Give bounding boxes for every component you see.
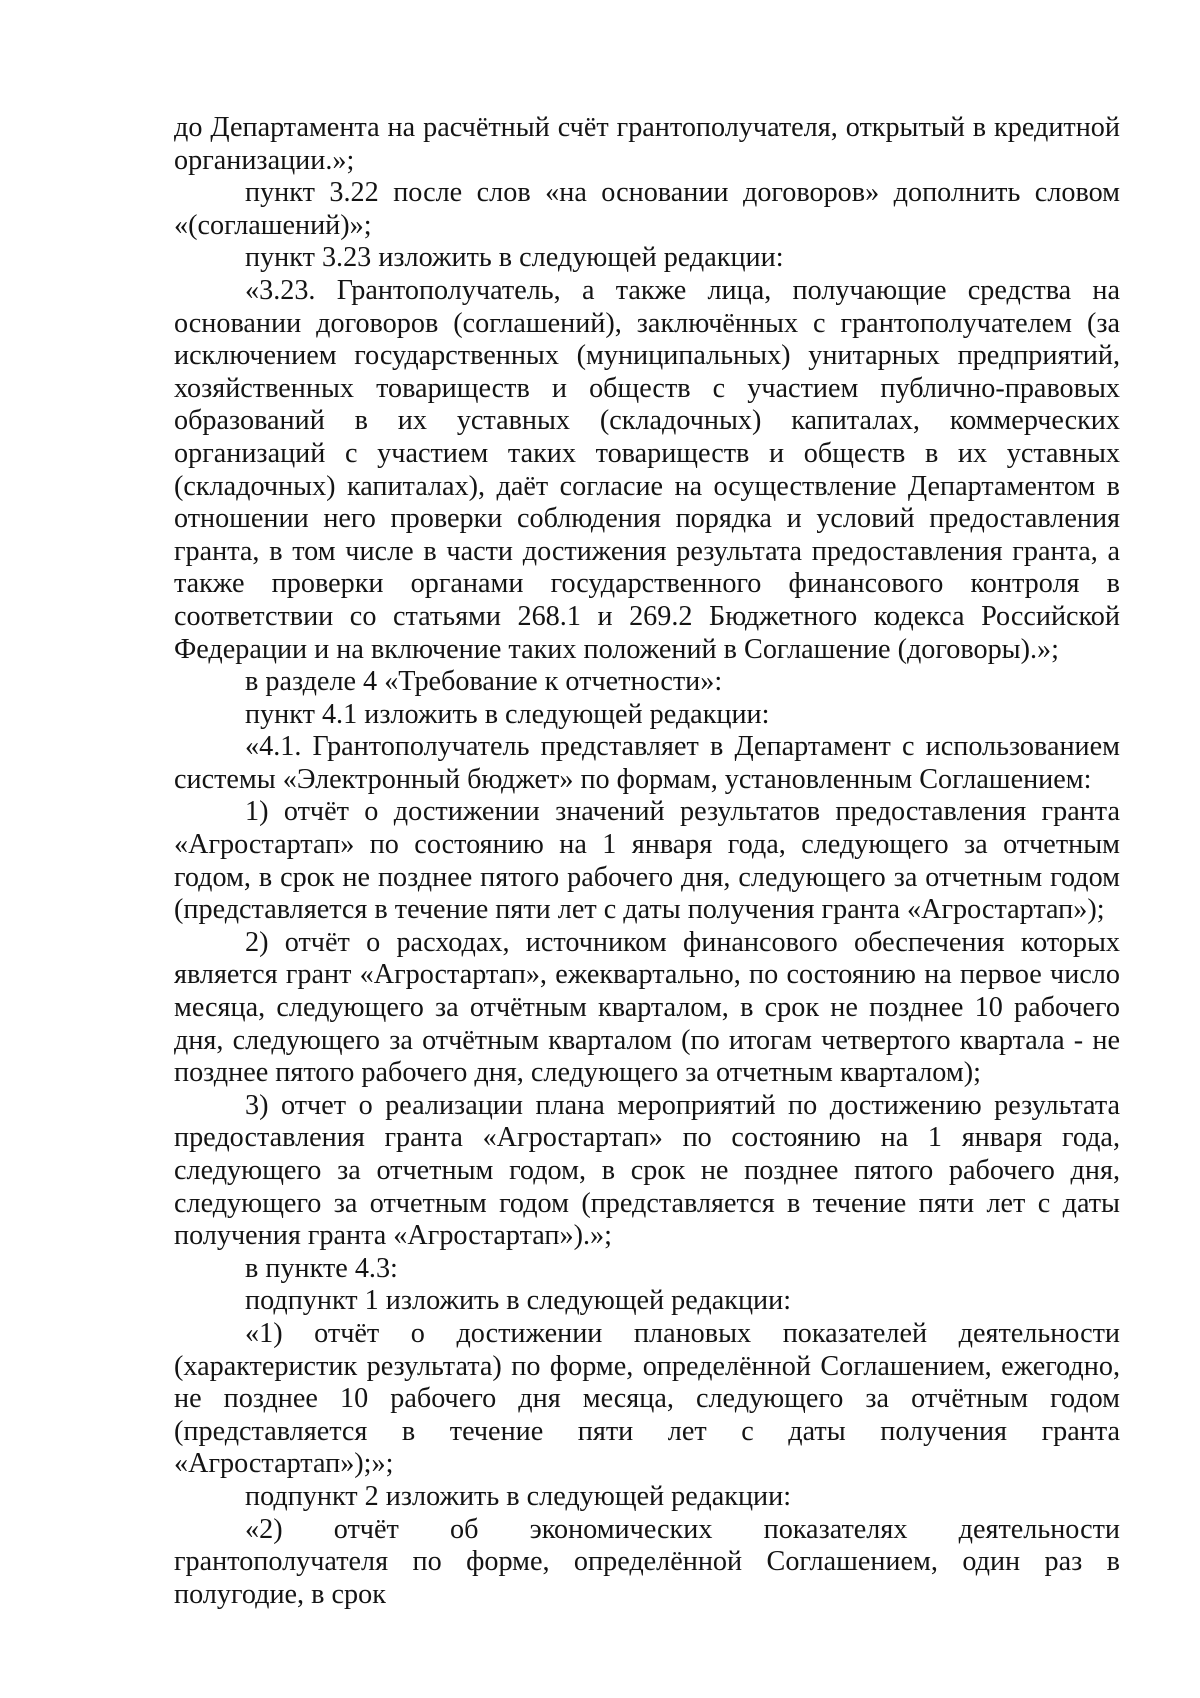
paragraph-continuation: до Департамента на расчётный счёт грантополучателя, открытый в кредитной организации.»; [174, 112, 1120, 176]
paragraph-subitem-2-text: «2) отчёт об экономических показателях деятельности грантополучателя по форме, определённой Соглашением, один раз в полугодие, в срок [174, 1513, 1120, 1610]
paragraph-item-3-23-text: «3.23. Грантополучатель, а также лица, получающие средства на основании договоров (соглашений), заключённых с грантополучателем (за исключением государственных (муниципальных) унитарных предприятий, хозяйственных товариществ и обществ с участием публично-правовых образований в их уставных (складочных) капиталах, коммерческих организаций с участием таких товариществ и обществ в их уставных (складочных) капиталах), даёт согласие на осуществление Департаментом в отношении него проверки соблюдения порядка и условий предоставления гранта, в том числе в части достижения результата предоставления гранта, а также проверки органами государственного финансового контроля в соответствии со статьями 268.1 и 269.2 Бюджетного кодекса Российской Федерации и на включение таких положений в Соглашение (договоры).»; [174, 274, 1120, 665]
paragraph-list-item-2: 2) отчёт о расходах, источником финансового обеспечения которых является грант «Агростартап», ежеквартально, по состоянию на первое число месяца, следующего за отчётным кварталом, в срок не позднее 10 рабочего дня, следующего за отчётным кварталом (по итогам четвертого квартала - не позднее пятого рабочего дня, следующего за отчетным кварталом); [174, 926, 1120, 1089]
paragraph-item-3-22: пункт 3.22 после слов «на основании договоров» дополнить словом «(соглашений)»; [174, 177, 1120, 241]
paragraph-item-3-23-intro: пункт 3.23 изложить в следующей редакции: [245, 242, 784, 274]
paragraph-item-4-3-intro: в пункте 4.3: [245, 1252, 398, 1284]
paragraph-subitem-1-text: «1) отчёт о достижении плановых показателей деятельности (характеристик результата) по форме, определённой Соглашением, ежегодно, не позднее 10 рабочего дня месяца, следующего за отчётным годом (представляется в течение пяти лет с даты получения гранта «Агростартап»);»; [174, 1317, 1120, 1480]
paragraph-list-item-1: 1) отчёт о достижении значений результатов предоставления гранта «Агростартап» по состоянию на 1 января года, следующего за отчетным годом, в срок не позднее пятого рабочего дня, следующего за отчетным годом (представляется в течение пяти лет с даты получения гранта «Агростартап»); [174, 796, 1120, 926]
paragraph-item-4-1-text: «4.1. Грантополучатель представляет в Департамент с использованием системы «Электронный бюджет» по формам, установленным Соглашением: [174, 731, 1120, 795]
paragraph-subitem-2-intro: подпункт 2 изложить в следующей редакции: [245, 1480, 792, 1512]
paragraph-section-4-intro: в разделе 4 «Требование к отчетности»: [245, 666, 723, 698]
paragraph-item-4-1-intro: пункт 4.1 изложить в следующей редакции: [245, 698, 770, 730]
paragraph-list-item-3: 3) отчет о реализации плана мероприятий по достижению результата предоставления гранта «Агростартап» по состоянию на 1 января года, следующего за отчетным годом, в срок не позднее пятого рабочего дня, следующего за отчетным годом (представляется в течение пяти лет с даты получения гранта «Агростартап»).»; [174, 1089, 1120, 1252]
paragraph-subitem-1-intro: подпункт 1 изложить в следующей редакции: [245, 1285, 792, 1317]
document-page [174, 112, 1120, 1611]
